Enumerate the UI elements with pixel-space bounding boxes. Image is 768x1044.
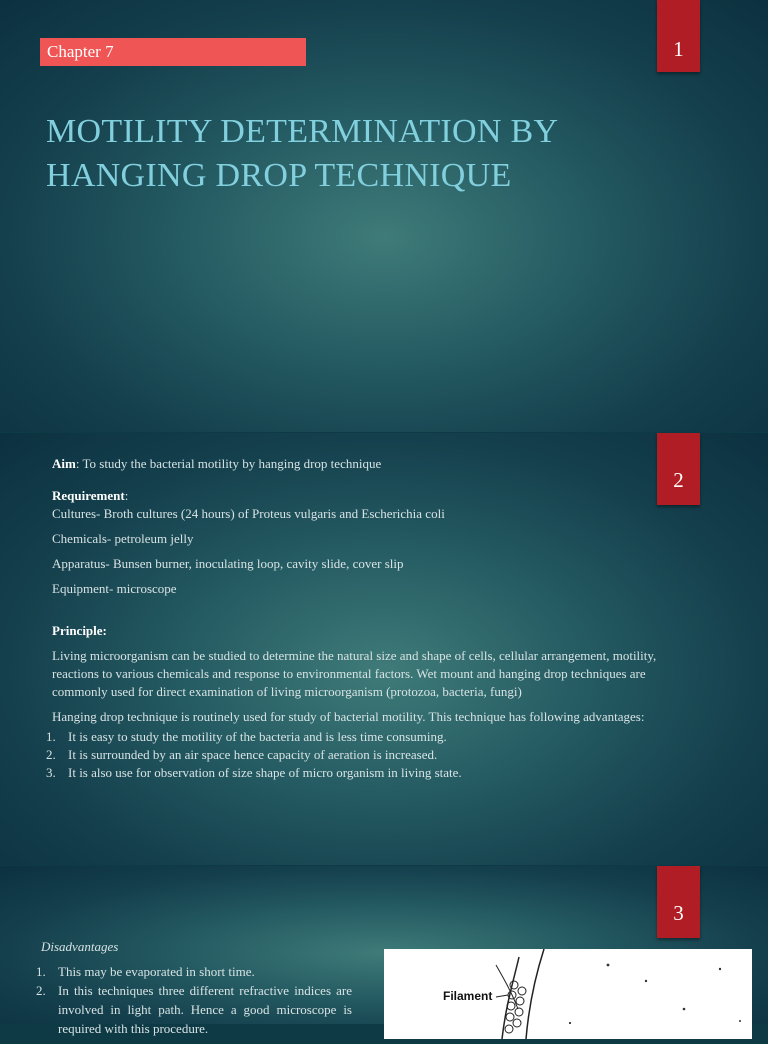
aim-text: : To study the bacterial motility by hanging drop technique [75,456,382,471]
list-item-text: It is surrounded by an air space hence capacity of aeration is increased. [68,747,438,762]
slide-title: MOTILITY DETERMINATION BY HANGING DROP TECHNIQUE [46,113,559,194]
slide-1 [0,0,768,432]
requirement-label: Requirement [52,488,125,503]
slide-3 [0,866,768,1036]
chapter-label: Chapter 7 [40,38,306,66]
disadvantages-heading: Disadvantages [41,939,119,954]
filament-label: Filament [443,989,493,1003]
requirement-heading [52,487,692,505]
cultures-line: Cultures- Broth cultures (24 hours) of Proteus vulgaris and Escherichia coli [52,506,445,521]
list-item-text: In this techniques three different refractive indices are involved in light path. Hence a good microscope is required with this procedure. [58,983,352,1036]
list-item-text: It is also use for observation of size shape of micro organism in living state. [68,765,462,780]
hanging-drop-paragraph: Hanging drop technique is routinely used for study of bacterial motility. This technique has following advantages: [52,709,645,724]
slide-2-content [46,455,692,782]
principle-paragraph: Living microorganism can be studied to determine the natural size and shape of cells, cellular arrangement, motility, reactions to various chemicals and response to environmental factors. Wet mount and hanging drop techniques are commonly used for direct examination of living microorganism (protozoa, bacteria, fungi) [52,648,657,699]
list-item-text: It is easy to study the motility of the bacteria and is less time consuming. [68,729,447,744]
list-item-number: 1. [46,729,56,744]
list-item-number: 3. [46,765,56,780]
chemicals-line: Chemicals- petroleum jelly [52,531,194,546]
filament-diagram [384,949,752,1039]
disadvantages-list [36,962,352,1038]
principle-heading [52,622,692,640]
list-item [46,728,692,746]
apparatus-line: Apparatus- Bunsen burner, inoculating loop, cavity slide, cover slip [52,556,404,571]
list-item-text: This may be evaporated in short time. [58,964,255,979]
equipment-line: Equipment- microscope [52,581,177,596]
list-item-number: 2. [46,747,56,762]
list-item-number: 2. [36,983,46,998]
aim-line [52,455,692,473]
slide-number-badge [657,866,700,938]
slide-number-badge [657,0,700,72]
list-item [46,764,692,782]
advantages-list [46,728,692,782]
principle-label: Principle: [52,623,107,638]
slide-number: 3 [673,901,684,925]
aim-label: Aim [52,456,76,471]
list-item [36,962,352,981]
requirement-colon: : [124,488,129,503]
list-item [36,981,352,1038]
list-item [46,746,692,764]
slide-2 [0,433,768,865]
filament-drawing [384,949,752,1039]
slide-number: 1 [673,37,684,61]
list-item-number: 1. [36,964,46,979]
slide-number: 2 [673,468,684,492]
